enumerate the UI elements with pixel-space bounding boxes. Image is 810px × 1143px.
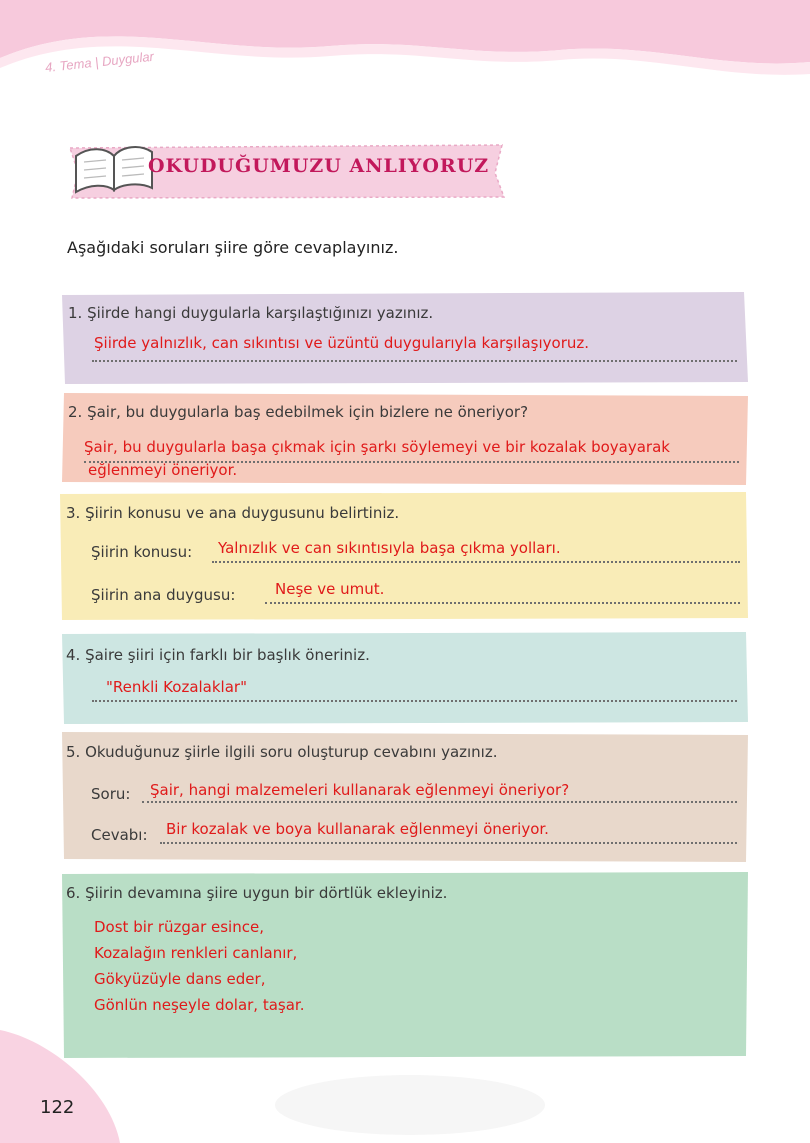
answer-line [92, 700, 737, 702]
question-card-4 [62, 632, 748, 724]
instruction-text: Aşağıdaki soruları şiire göre cevaplayınız. [67, 238, 399, 257]
answer-line [142, 801, 737, 803]
answer-line [92, 360, 737, 362]
question-1-answer: Şiirde yalnızlık, can sıkıntısı ve üzüntü duygularıyla karşılaşıyoruz. [94, 334, 590, 352]
question-1-text: 1. Şiirde hangi duygularla karşılaştığınızı yazınız. [68, 304, 434, 322]
poem-line: Gönlün neşeyle dolar, taşar. [94, 996, 305, 1014]
answer-line [212, 561, 740, 563]
created-question: Şair, hangi malzemeleri kullanarak eğlenmeyi öneriyor? [150, 781, 570, 799]
question-6-text: 6. Şiirin devamına şiire uygun bir dörtlük ekleyiniz. [66, 884, 448, 902]
question-card-6 [62, 872, 748, 1058]
poem-line: Kozalağın renkleri canlanır, [94, 944, 298, 962]
question-card-1 [62, 292, 748, 384]
question-2-answer-line-1: Şair, bu duygularla başa çıkmak için şarkı söylemeyi ve bir kozalak boyayarak [84, 438, 670, 456]
topic-answer: Yalnızlık ve can sıkıntısıyla başa çıkma yolları. [218, 539, 561, 557]
question-5-text: 5. Okuduğunuz şiirle ilgili soru oluşturup cevabını yazınız. [66, 743, 498, 761]
question-2-text: 2. Şair, bu duygularla baş edebilmek için bizlere ne öneriyor? [68, 403, 529, 421]
emotion-label: Şiirin ana duygusu: [91, 586, 236, 604]
question-4-answer: "Renkli Kozalaklar" [106, 678, 247, 696]
question-card-5 [62, 732, 748, 862]
topic-label: Şiirin konusu: [91, 543, 193, 561]
created-answer: Bir kozalak ve boya kullanarak eğlenmeyi öneriyor. [166, 820, 549, 838]
section-title: OKUDUĞUMUZU ANLIYORUZ [148, 155, 490, 177]
answer-label: Cevabı: [91, 826, 148, 844]
answer-line [265, 602, 740, 604]
question-label: Soru: [91, 785, 131, 803]
poem-line: Gökyüzüyle dans eder, [94, 970, 266, 988]
poem-line: Dost bir rüzgar esince, [94, 918, 264, 936]
page-number: 122 [40, 1097, 75, 1118]
question-2-answer-line-2: eğlenmeyi öneriyor. [88, 461, 238, 479]
emotion-answer: Neşe ve umut. [275, 580, 385, 598]
question-4-text: 4. Şaire şiiri için farklı bir başlık öneriniz. [66, 646, 370, 664]
answer-line [160, 842, 737, 844]
question-card-3 [60, 492, 748, 620]
question-3-text: 3. Şiirin konusu ve ana duygusunu belirtiniz. [66, 504, 400, 522]
theme-label: 4. Tema | Duygular [44, 48, 155, 75]
question-card-2 [62, 393, 748, 485]
bottom-smudge-decoration [270, 1065, 550, 1135]
